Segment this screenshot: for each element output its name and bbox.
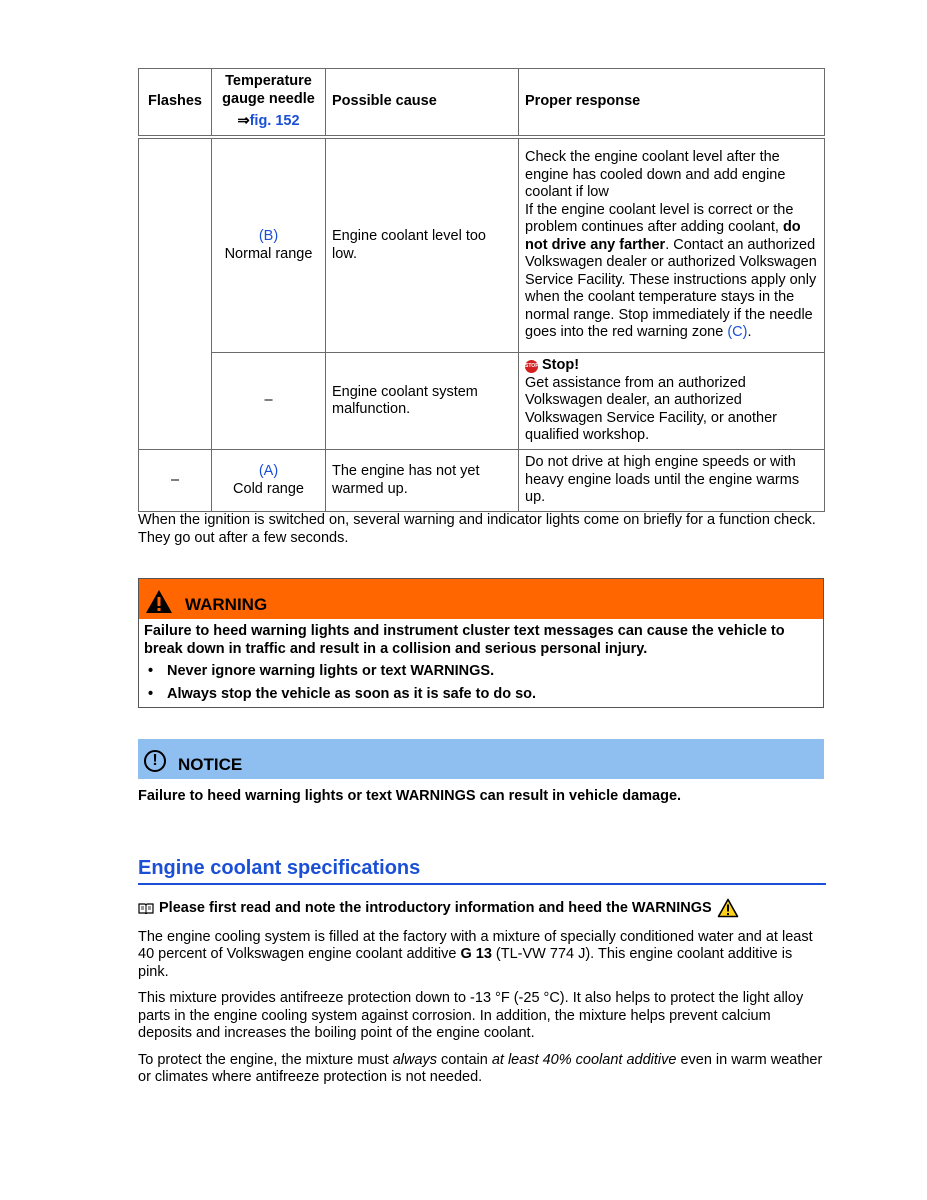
header-needle-line2: gauge needle — [222, 90, 315, 107]
header-needle-line1: Temperature — [225, 73, 312, 90]
table-header-row — [139, 69, 825, 138]
warning-triangle-small-icon[interactable] — [717, 898, 739, 918]
list-item: • Always stop the vehicle as soon as it is safe to do so. — [144, 686, 818, 704]
read-first-text: Please first read and note the introductory information and heed the WARNINGS — [159, 899, 712, 916]
intro-paragraph: When the ignition is switched on, several warning and indicator lights come on briefly for a function check. They go out after a few seconds. — [138, 512, 816, 546]
header-flashes: Flashes — [139, 69, 212, 138]
ref-arrow-icon: ⇒ — [237, 113, 250, 130]
warning-bullet-list — [144, 663, 818, 703]
row3-needle-ref: (A) — [258, 463, 279, 479]
table-row — [139, 450, 825, 512]
row3-needle-label: Cold range — [233, 480, 304, 497]
header-cause: Possible cause — [326, 69, 519, 138]
stop-heading — [525, 357, 818, 375]
row1-needle-ref: (B) — [258, 228, 279, 244]
row1-response-line1: Check the engine coolant level after the engine has cooled down and add engine coolant if low — [525, 149, 786, 201]
open-book-icon — [138, 902, 154, 914]
notice-text: Failure to heed warning lights or text WARNINGS can result in vehicle damage. — [138, 788, 682, 804]
manual-page — [138, 68, 824, 1087]
stop-sign-icon: STOP — [525, 360, 538, 373]
notice-header — [138, 739, 824, 779]
header-response: Proper response — [519, 69, 825, 138]
forty-percent-emphasis: at least 40% coolant additive — [491, 1051, 677, 1068]
section-title: Engine coolant specifications — [138, 856, 826, 885]
row3-cause: The engine has not yet warmed up. — [326, 450, 519, 512]
row1-cause: Engine coolant level too low. — [326, 137, 519, 353]
row1-needle — [212, 137, 326, 353]
header-needle — [212, 69, 326, 138]
row2-response-text: Get assistance from an authorized Volkswagen dealer, an authorized Volkswagen Service Facility, or another qualified workshop. — [525, 374, 777, 444]
exclamation-circle-icon: ! — [144, 750, 166, 772]
coolant-warning-table — [138, 68, 825, 512]
warning-box — [138, 578, 824, 708]
coolant-paragraph-3: To protect the engine, the mixture must always contain at least 40% coolant additive even in warm weather or climates where antifreeze protection is not needed. — [138, 1051, 823, 1085]
row1-flashes — [139, 137, 212, 450]
row1-response-line2: If the engine coolant level is correct or the problem continues after adding coolant, do not drive any farther. Contact an authorized Volkswagen dealer or authorized Volkswagen Service Facility. These instructions apply only when the coolant temperature stays in the normal range. Stop immediately if the needle goes into the red warning zone (C). — [525, 201, 817, 341]
list-item: • Never ignore warning lights or text WARNINGS. — [144, 663, 818, 681]
table-row — [139, 353, 825, 450]
fig-152-link[interactable]: fig. 152 — [249, 113, 300, 130]
row1-response — [519, 137, 825, 353]
table-row — [139, 137, 825, 353]
row2-response — [519, 353, 825, 450]
row1-needle-label: Normal range — [224, 245, 313, 262]
always-emphasis: always — [392, 1051, 438, 1068]
row2-needle: – — [212, 353, 326, 450]
row2-cause: Engine coolant system malfunction. — [326, 353, 519, 450]
warning-header — [139, 579, 823, 619]
warning-title: WARNING — [185, 595, 268, 614]
notice-title: NOTICE — [178, 755, 243, 774]
row3-response: Do not drive at high engine speeds or with heavy engine loads until the engine warms up. — [519, 450, 825, 512]
warning-body — [139, 619, 823, 707]
row3-needle — [212, 450, 326, 512]
warning-text: Failure to heed warning lights and instrument cluster text messages can cause the vehicle to break down in traffic and result in a collision and serious personal injury. — [144, 623, 785, 657]
coolant-paragraph-2: This mixture provides antifreeze protection down to -13 °F (-25 °C). It also helps to protect the light alloy parts in the engine cooling system against corrosion. In addition, the mixture helps prevent calcium deposits and increases the boiling point of the engine coolant. — [138, 990, 804, 1041]
coolant-paragraph-1: The engine cooling system is filled at the factory with a mixture of specially conditioned water and at least 40 percent of Volkswagen engine coolant additive G 13 (TL-VW 774 J). This engine coolant additive is pink. — [138, 928, 813, 980]
warning-triangle-icon — [145, 589, 173, 614]
row3-flashes: – — [139, 450, 212, 512]
do-not-drive-emphasis: do not drive any farther — [525, 219, 801, 253]
read-first-line — [138, 898, 824, 918]
g13-emphasis: G 13 — [460, 946, 492, 962]
red-zone-ref: (C) — [727, 324, 748, 341]
stop-label: Stop! — [542, 357, 580, 374]
